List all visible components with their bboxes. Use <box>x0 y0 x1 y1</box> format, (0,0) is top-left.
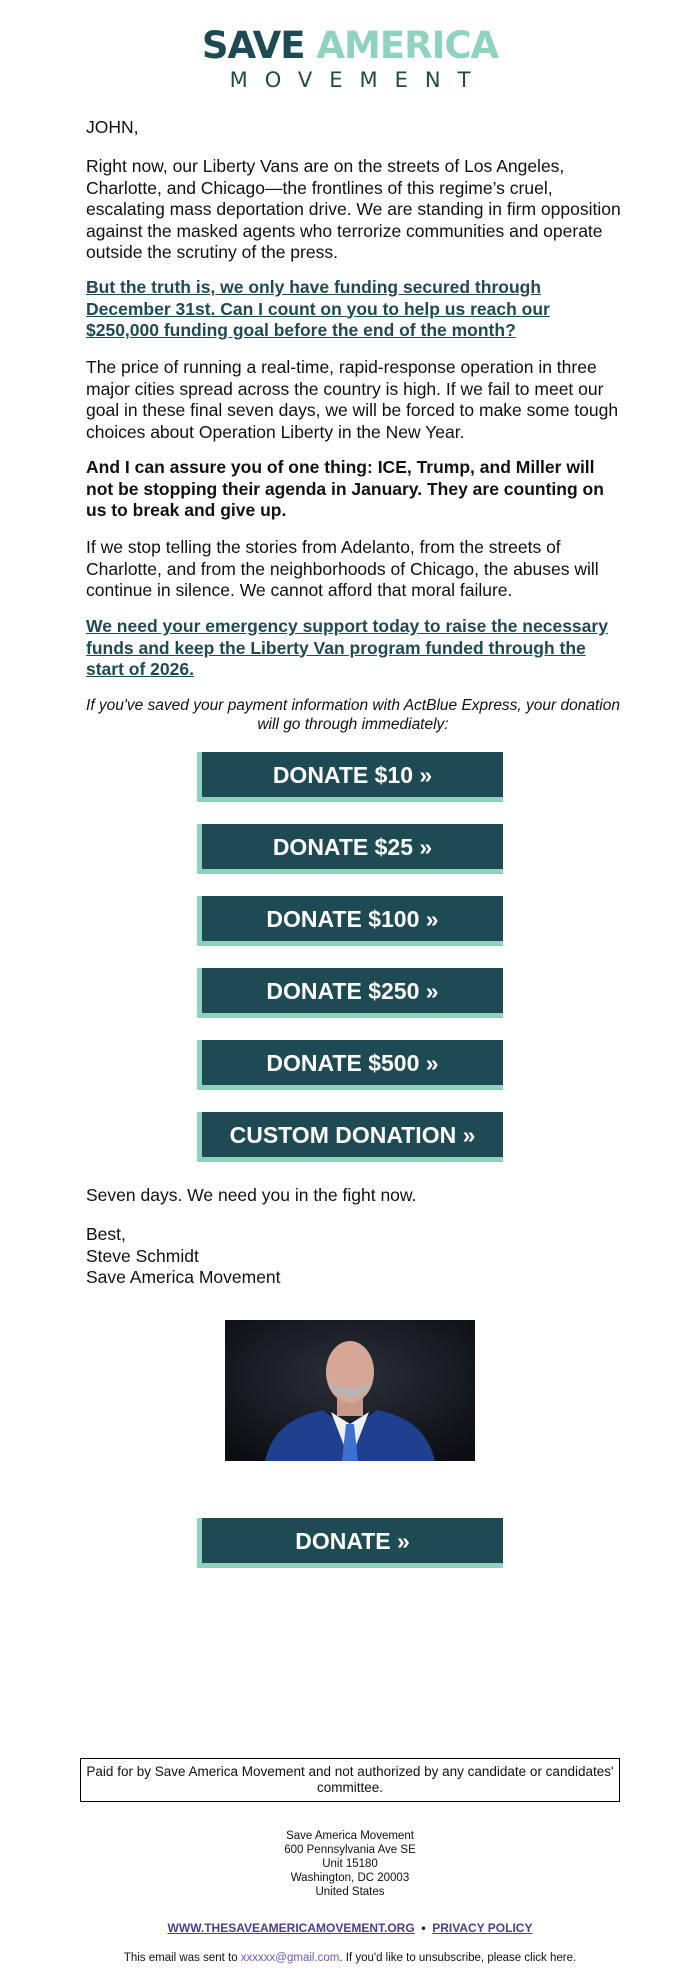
portrait-illustration <box>225 1320 475 1461</box>
donate-500-button[interactable]: DONATE $500 » <box>197 1040 503 1090</box>
logo <box>0 26 700 92</box>
donate-100-button[interactable]: DONATE $100 » <box>197 896 503 946</box>
footer-links <box>0 1921 700 1935</box>
logo-word-movement: MOVEMENT <box>229 68 488 92</box>
website-link[interactable]: WWW.THESAVEAMERICAMOVEMENT.ORG <box>167 1921 415 1935</box>
signoff: Best, <box>86 1224 126 1244</box>
address-city: Washington, DC 20003 <box>290 1872 410 1884</box>
custom-donation-button[interactable]: CUSTOM DONATION » <box>197 1112 503 1162</box>
address-country: United States <box>315 1886 385 1898</box>
actblue-note: If you've saved your payment information with ActBlue Express, your donation will go through immediately: <box>86 697 620 733</box>
address-street: 600 Pennsylvania Ave SE <box>284 1844 416 1856</box>
footer-separator: • <box>421 1921 426 1935</box>
unsubscribe-note <box>0 1952 700 1964</box>
unsubscribe-text[interactable]: . If you'd like to unsubscribe, please click here. <box>339 1952 577 1964</box>
portrait-photo <box>225 1320 475 1461</box>
paragraph-1: Right now, our Liberty Vans are on the streets of Los Angeles, Charlotte, and Chicago—the frontlines of this regime’s cruel, escalating mass deportation drive. We are standing in firm opposition against the masked agents who terrorize communities and operate outside the scrutiny of the press. <box>86 156 621 262</box>
closing-line: Seven days. We need you in the fight now. <box>86 1185 417 1205</box>
signer-org: Save America Movement <box>86 1267 281 1287</box>
donate-25-button[interactable]: DONATE $25 » <box>197 824 503 874</box>
address-org: Save America Movement <box>286 1830 414 1842</box>
sent-prefix: This email was sent to <box>123 1952 241 1964</box>
recipient-email: xxxxxx@gmail.com <box>240 1952 340 1964</box>
logo-word-save: SAVE <box>201 24 305 67</box>
address-unit: Unit 15180 <box>322 1858 378 1870</box>
signer-name: Steve Schmidt <box>86 1245 199 1266</box>
logo-word-america: AMERICA <box>316 24 499 67</box>
greeting: JOHN, <box>86 117 139 137</box>
funding-link-1[interactable]: But the truth is, we only have funding secured through December 31st. Can I count on you to help us reach our $250,000 funding goal before the end of the month? <box>86 277 550 340</box>
signature <box>86 1224 626 1289</box>
paid-for-disclaimer: Paid for by Save America Movement and not authorized by any candidate or candidates' committee. <box>80 1758 620 1802</box>
paragraph-5: If we stop telling the stories from Adelanto, from the streets of Charlotte, and from the neighborhoods of Chicago, the abuses will continue in silence. We cannot afford that moral failure. <box>86 537 599 600</box>
donate-250-button[interactable]: DONATE $250 » <box>197 968 503 1018</box>
donate-10-button[interactable]: DONATE $10 » <box>197 752 503 802</box>
paragraph-4: And I can assure you of one thing: ICE, Trump, and Miller will not be stopping their agenda in January. They are counting on us to break and give up. <box>86 457 604 520</box>
donate-button[interactable]: DONATE » <box>197 1518 503 1568</box>
privacy-policy-link[interactable]: PRIVACY POLICY <box>432 1921 533 1935</box>
funding-link-2[interactable]: We need your emergency support today to raise the necessary funds and keep the Liberty Van program funded through the start of 2026. <box>86 616 608 679</box>
paragraph-3: The price of running a real-time, rapid-response operation in three major cities spread across the country is high. If we fail to meet our goal in these final seven days, we will be forced to make some tough choices about Operation Liberty in the New Year. <box>86 357 619 442</box>
